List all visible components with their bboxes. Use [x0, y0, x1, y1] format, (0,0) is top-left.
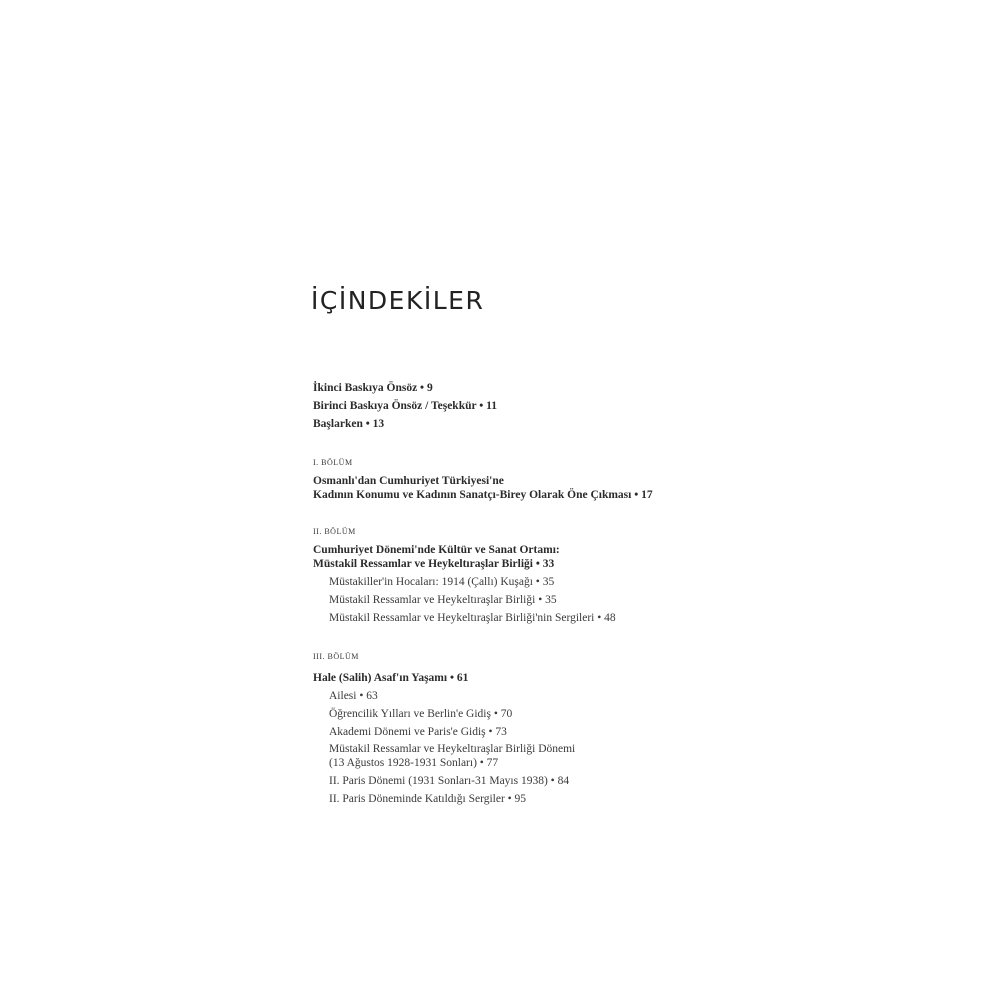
toc-sub-entry-line-1: Müstakil Ressamlar ve Heykeltıraşlar Birliği Dönemi	[329, 743, 576, 755]
part-1-heading-line-2: Kadının Konumu ve Kadının Sanatçı-Birey Olarak Öne Çıkması • 17	[313, 488, 653, 501]
toc-sub-entry: Öğrencilik Yılları ve Berlin'e Gidiş • 70	[329, 708, 513, 720]
page-title: İÇİNDEKİLER	[311, 286, 485, 315]
toc-sub-entry: Akademi Dönemi ve Paris'e Gidiş • 73	[329, 726, 507, 738]
toc-sub-entry: Müstakil Ressamlar ve Heykeltıraşlar Birliği • 35	[329, 594, 557, 606]
toc-sub-entry: II. Paris Döneminde Katıldığı Sergiler • 95	[329, 793, 527, 805]
part-3-label: III. BÖLÜM	[313, 652, 359, 661]
part-2-heading-line-2: Müstakil Ressamlar ve Heykeltıraşlar Birliği • 33	[313, 557, 555, 570]
toc-sub-entry-line-2: (13 Ağustos 1928-1931 Sonları) • 77	[329, 756, 499, 769]
part-1-heading-line-1: Osmanlı'dan Cumhuriyet Türkiyesi'ne	[313, 475, 504, 487]
toc-sub-entry: Ailesi • 63	[329, 690, 378, 702]
toc-sub-entry: Müstakiller'in Hocaları: 1914 (Çallı) Kuşağı • 35	[329, 576, 555, 588]
table-of-contents	[313, 379, 733, 808]
toc-entry-second-edition-preface: İkinci Baskıya Önsöz • 9	[313, 382, 433, 394]
toc-sub-entry: Müstakil Ressamlar ve Heykeltıraşlar Birliği'nin Sergileri • 48	[329, 612, 616, 624]
part-1-label: I. BÖLÜM	[313, 458, 353, 467]
part-2-heading-line-1: Cumhuriyet Dönemi'nde Kültür ve Sanat Ortamı:	[313, 544, 560, 556]
toc-entry-first-edition-preface: Birinci Baskıya Önsöz / Teşekkür • 11	[313, 400, 498, 412]
toc-entry-introduction: Başlarken • 13	[313, 418, 385, 430]
part-2-label: II. BÖLÜM	[313, 527, 356, 536]
part-3-heading: Hale (Salih) Asaf'ın Yaşamı • 61	[313, 672, 469, 684]
toc-sub-entry: II. Paris Dönemi (1931 Sonları-31 Mayıs 1938) • 84	[329, 775, 570, 787]
